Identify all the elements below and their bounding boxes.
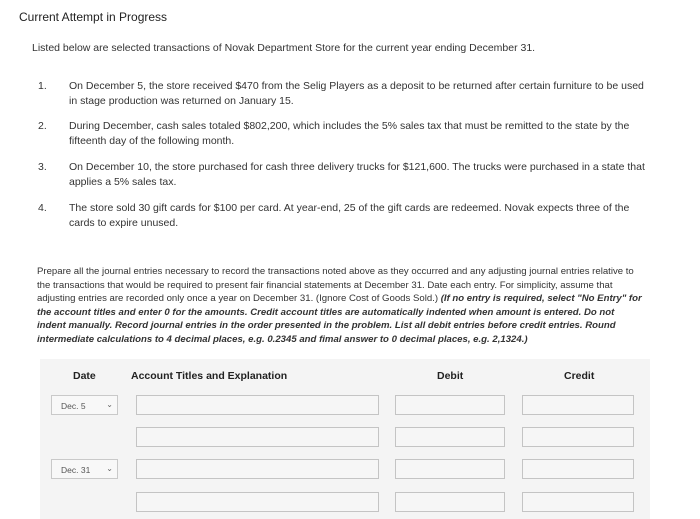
- date-select-value: Dec. 31: [61, 465, 91, 475]
- date-select[interactable]: [51, 395, 118, 415]
- journal-entry-table: [40, 359, 650, 519]
- debit-header: Debit: [437, 370, 464, 382]
- chevron-down-icon: ⌄: [106, 464, 113, 473]
- transaction-number: 2.: [38, 120, 47, 132]
- transaction-number: 1.: [38, 80, 47, 92]
- transaction-text: The store sold 30 gift cards for $100 per card. At year-end, 25 of the gift cards are redeemed. Novak expects three of the cards to expire unused.: [69, 202, 630, 229]
- transaction-text: On December 10, the store purchased for cash three delivery trucks for $121,600. The trucks were purchased in a state that applies a 5% sales tax.: [69, 161, 645, 188]
- date-select[interactable]: [51, 459, 118, 479]
- credit-input[interactable]: [522, 492, 634, 512]
- debit-input[interactable]: [395, 395, 505, 415]
- account-header: Account Titles and Explanation: [131, 370, 288, 382]
- date-header: Date: [73, 370, 96, 382]
- chevron-down-icon: ⌄: [106, 400, 113, 409]
- credit-header: Credit: [564, 370, 595, 382]
- account-title-input[interactable]: [136, 492, 379, 512]
- debit-input[interactable]: [395, 492, 505, 512]
- instructions-emphasis: (If no entry is required, select "No Entry" for the account titles and enter 0 for the amounts. Credit account titles are automatically indented when amount is entered. Do not indent manually. Record journal entries in the order presented in the problem. List all debit entries before credit entries. Round intermediate calculations to 4 decimal places, e.g. 0.2345 and fimal answer to 0 decimal places, e.g. 2,1324.): [37, 293, 642, 345]
- transaction-text: On December 5, the store received $470 from the Selig Players as a deposit to be returned after certain furniture to be used in stage production was returned on January 15.: [69, 80, 644, 107]
- debit-input[interactable]: [395, 459, 505, 479]
- credit-input[interactable]: [522, 427, 634, 447]
- account-title-input[interactable]: [136, 459, 379, 479]
- account-title-input[interactable]: [136, 395, 379, 415]
- instructions: [37, 265, 645, 346]
- debit-input[interactable]: [395, 427, 505, 447]
- instructions-text: Prepare all the journal entries necessary to record the transactions noted above as they occurred and any adjusting journal entries relative to the transactions that would be required to present fair financial statements at December 31. Date each entry. For simplicity, assume that adjusting entries are recorded only once a year on December 31. (Ignore Cost of Goods Sold.): [37, 266, 634, 304]
- transaction-number: 4.: [38, 202, 47, 214]
- account-title-input[interactable]: [136, 427, 379, 447]
- date-select-value: Dec. 5: [61, 401, 86, 411]
- transaction-number: 3.: [38, 161, 47, 173]
- credit-input[interactable]: [522, 395, 634, 415]
- intro-text: Listed below are selected transactions of Novak Department Store for the current year ending December 31.: [32, 42, 536, 54]
- page-title: Current Attempt in Progress: [19, 10, 168, 24]
- transaction-text: During December, cash sales totaled $802,200, which includes the 5% sales tax that must be remitted to the state by the fifteenth day of the following month.: [69, 120, 630, 147]
- credit-input[interactable]: [522, 459, 634, 479]
